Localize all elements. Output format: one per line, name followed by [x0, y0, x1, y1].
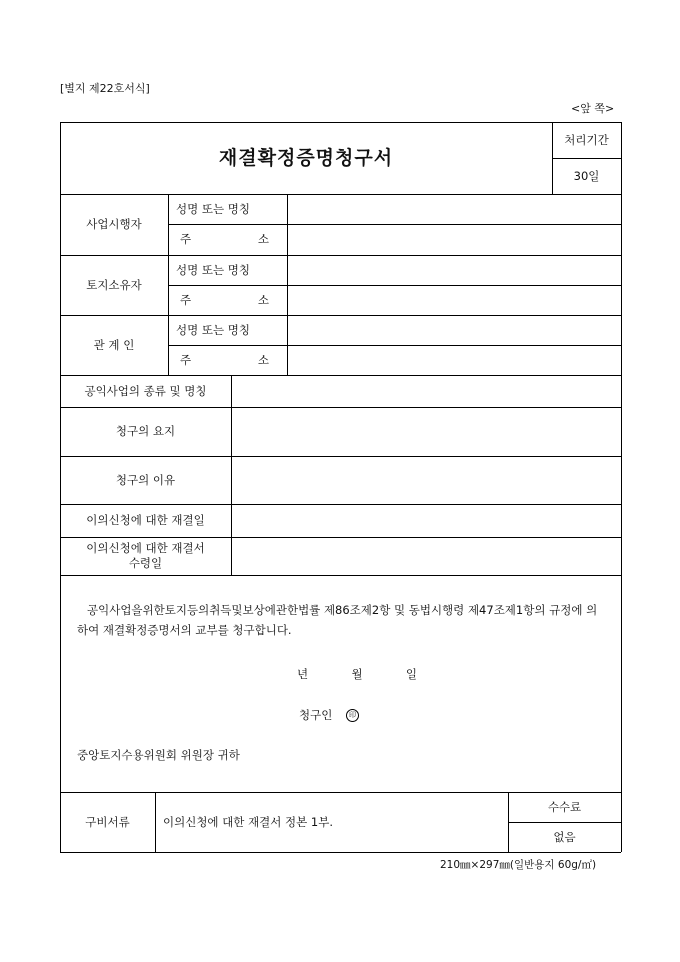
- request-statement: 공익사업을위한토지등의취득및보상에관한법률 제86조제2항 및 동법시행령 제47조제1항의 규정에 의하여 재결확정증명서의 교부를 청구합니다.: [77, 603, 598, 637]
- address-label-right: 소: [257, 352, 269, 367]
- form-title: 재결확정증명청구서: [218, 146, 394, 169]
- objection-decision-date-field[interactable]: [232, 505, 620, 536]
- address-label-left: 주: [180, 352, 192, 367]
- party-address-field[interactable]: [288, 286, 620, 314]
- party-address-field[interactable]: [288, 225, 620, 254]
- party-name-label: 성명 또는 명칭: [176, 262, 250, 277]
- claim-reason-label: 청구의 이유: [115, 472, 176, 487]
- seal-icon: 印: [346, 709, 359, 722]
- claimant-label: 청구인: [299, 708, 333, 722]
- paper-spec: 210㎜×297㎜(일반용지 60g/㎡): [440, 859, 597, 871]
- address-label-right: 소: [257, 292, 269, 307]
- claim-gist-label: 청구의 요지: [115, 424, 176, 439]
- party-address-label: [168, 345, 287, 375]
- fee-label: 수수료: [547, 799, 582, 814]
- party-label-landowner: 토지소유자: [86, 277, 142, 292]
- fee-value: 없음: [553, 829, 576, 844]
- project-type-label: 공익사업의 종류 및 명칭: [84, 383, 207, 398]
- side-label: <앞 쪽>: [571, 102, 615, 115]
- party-label-project-operator: 사업시행자: [86, 217, 142, 232]
- addressee: 중앙토지수용위원회 위원장 귀하: [77, 748, 240, 762]
- day-label: 일: [405, 667, 417, 681]
- receipt-label-line1: 이의신청에 대한 재결서: [86, 541, 205, 556]
- receipt-label-line2: 수령일: [128, 556, 163, 570]
- required-documents-label: 구비서류: [85, 814, 130, 829]
- party-address-label: [168, 285, 287, 315]
- party-name-label: 성명 또는 명칭: [176, 201, 250, 216]
- claim-gist-field[interactable]: [232, 408, 620, 455]
- party-name-label: 성명 또는 명칭: [176, 322, 250, 337]
- form-label: [별지 제22호서식]: [60, 82, 150, 95]
- date-line: [297, 666, 417, 682]
- required-documents-content: 이의신청에 대한 재결서 정본 1부.: [163, 814, 334, 829]
- address-label-right: 소: [257, 232, 269, 247]
- party-name-field[interactable]: [288, 195, 620, 223]
- year-label: 년: [297, 667, 309, 681]
- address-label-left: 주: [180, 292, 192, 307]
- decision-receipt-date-label: [60, 537, 231, 575]
- claim-reason-field[interactable]: [232, 457, 620, 503]
- party-label-related-person: 관 계 인: [93, 337, 135, 352]
- party-address-label: [168, 224, 287, 255]
- month-label: 월: [351, 667, 363, 681]
- decision-receipt-date-field[interactable]: [232, 538, 620, 574]
- address-label-left: 주: [180, 232, 192, 247]
- party-name-field[interactable]: [288, 256, 620, 284]
- party-address-field[interactable]: [288, 346, 620, 374]
- project-type-field[interactable]: [232, 376, 620, 406]
- processing-period-label: 처리기간: [564, 132, 609, 147]
- party-name-field[interactable]: [288, 316, 620, 344]
- objection-decision-date-label: 이의신청에 대한 재결일: [86, 513, 205, 528]
- processing-period-value: 30일: [573, 168, 600, 183]
- claimant-line: [299, 707, 359, 723]
